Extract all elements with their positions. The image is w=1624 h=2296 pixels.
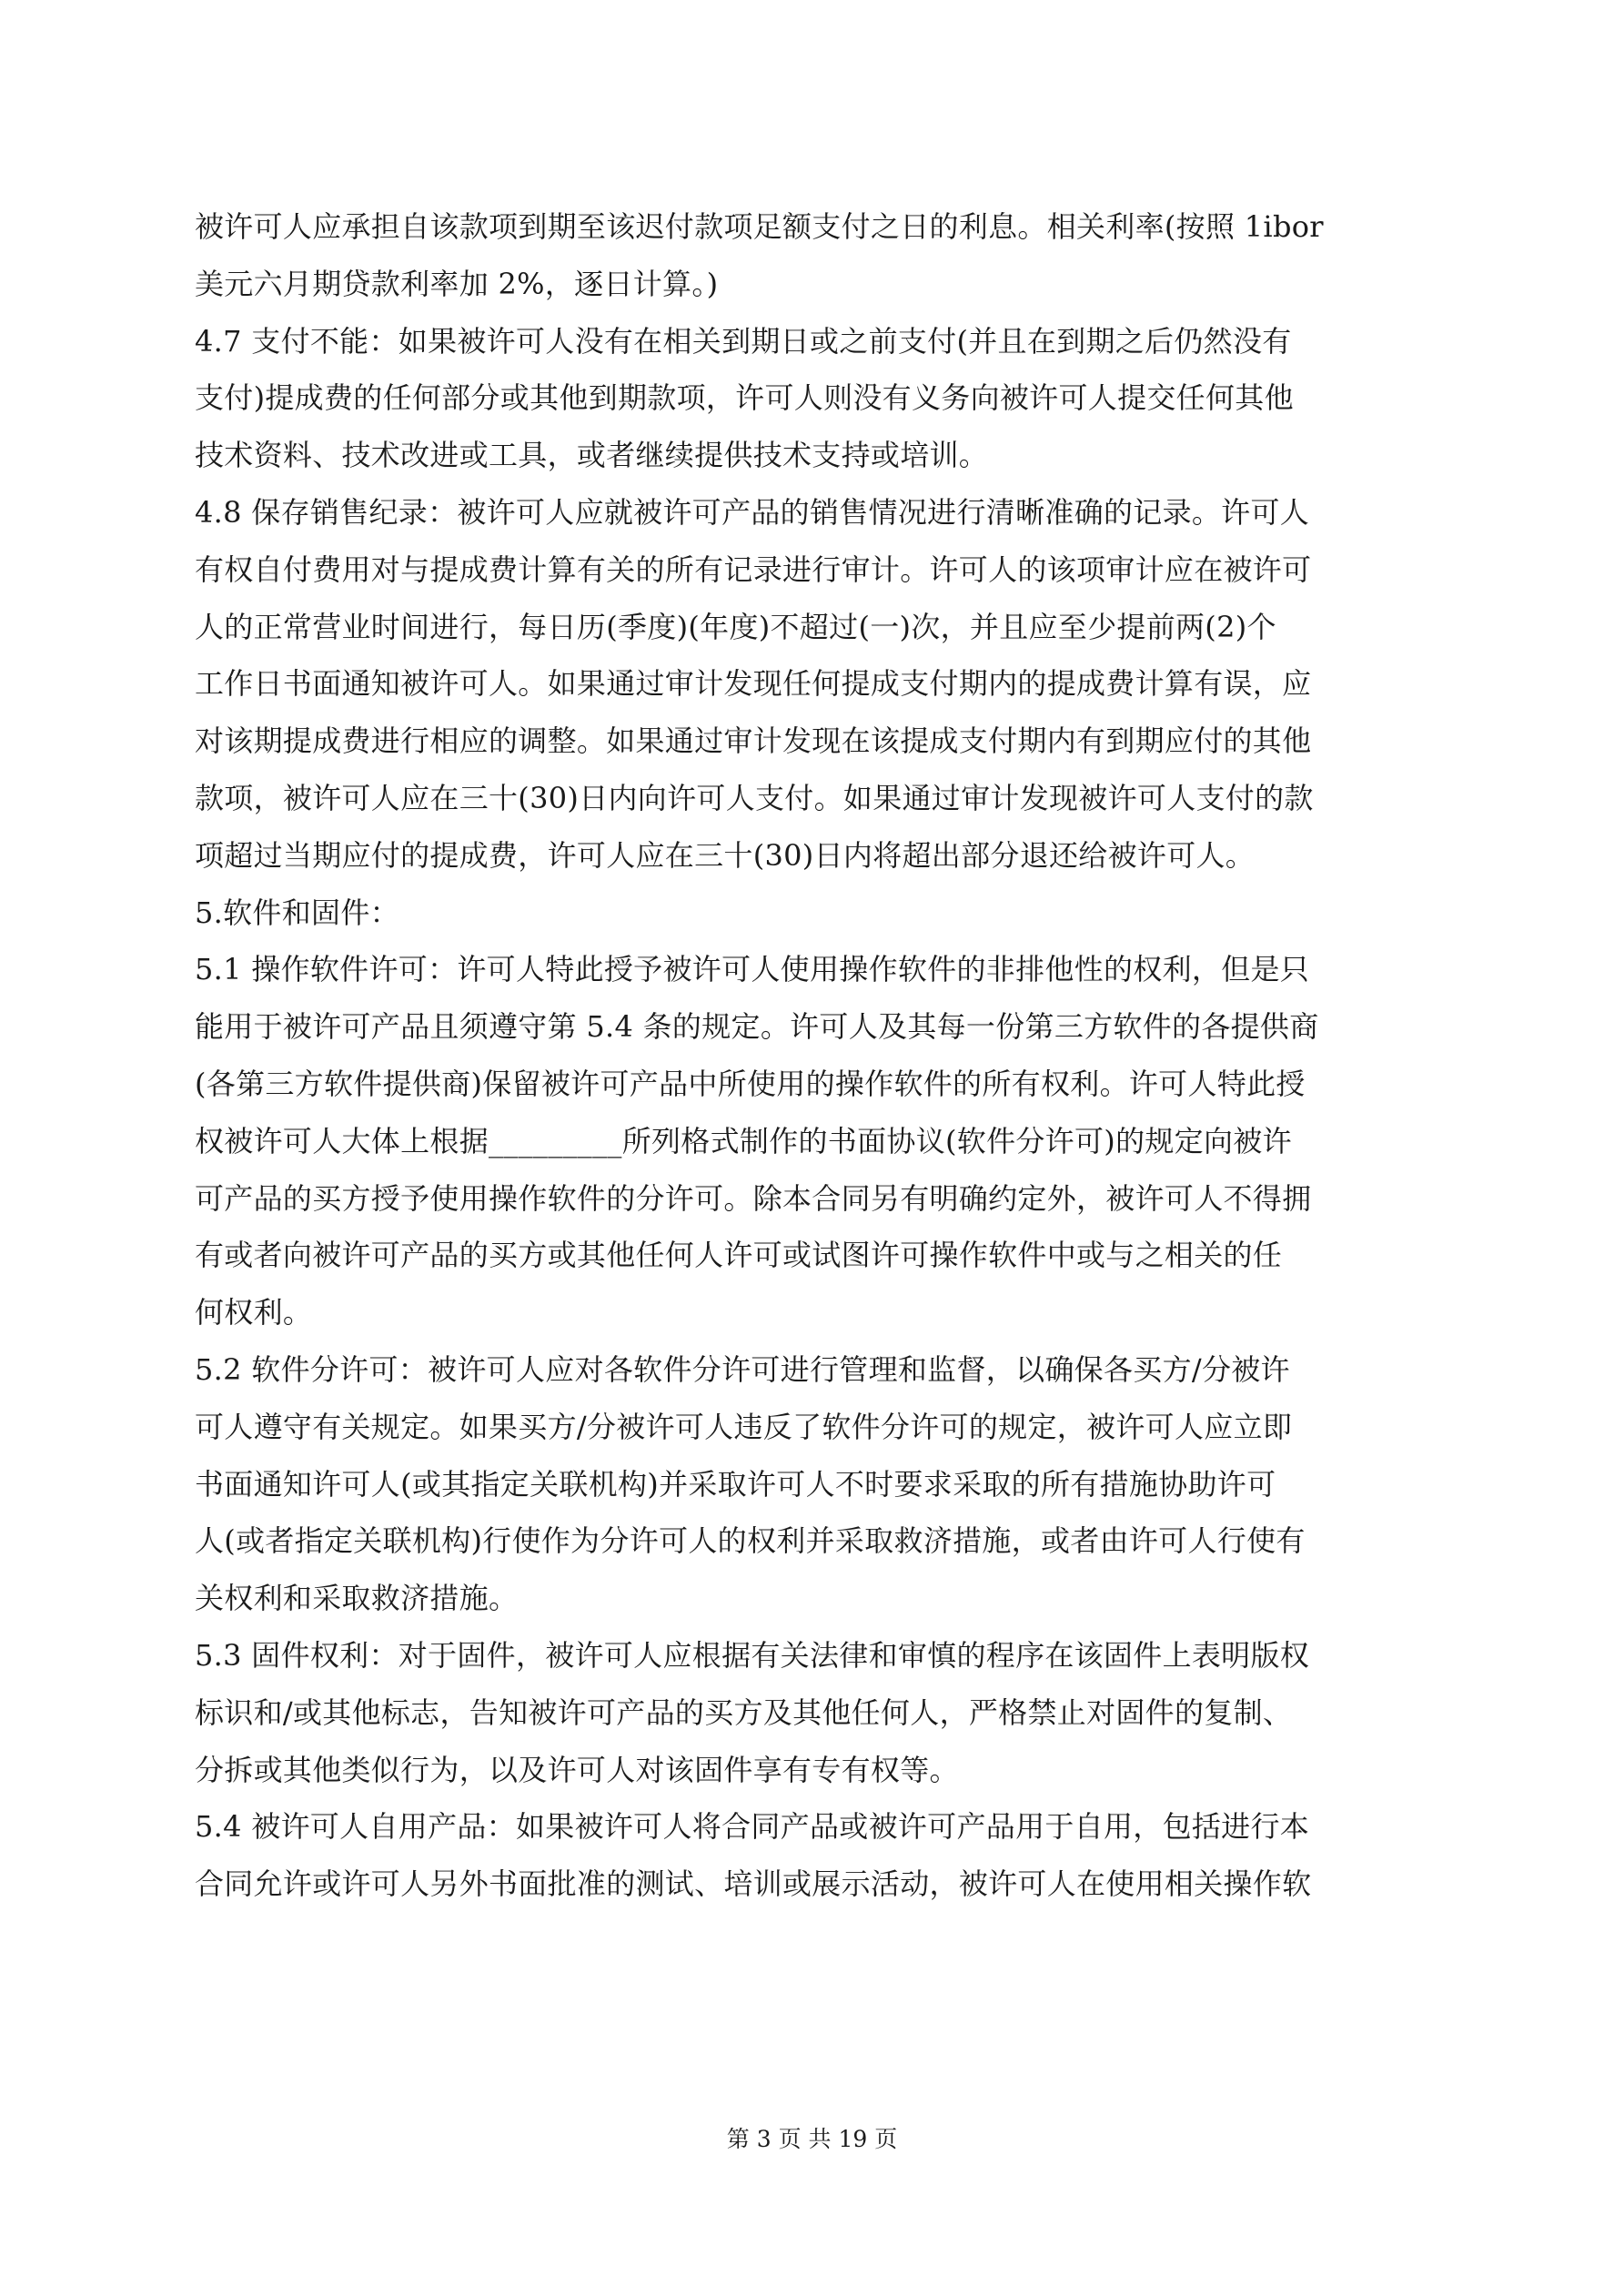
clause-5-3: 5.3 固件权利：对于固件，被许可人应根据有关法律和审慎的程序在该固件上表明版权: [195, 1637, 1310, 1673]
text-line: 技术资料、技术改进或工具，或者继续提供技术支持或培训。: [195, 438, 989, 473]
text-line: 对该期提成费进行相应的调整。如果通过审计发现在该提成支付期内有到期应付的其他: [195, 723, 1312, 759]
text-line: 工作日书面通知被许可人。如果通过审计发现任何提成支付期内的提成费计算有误，应: [195, 666, 1312, 702]
text-line: 款项，被许可人应在三十(30)日内向许可人支付。如果通过审计发现被许可人支付的款: [195, 780, 1314, 815]
text-line: 人的正常营业时间进行，每日历(季度)(年度)不超过(一)次，并且应至少提前两(2)个: [195, 609, 1276, 644]
clause-5-4: 5.4 被许可人自用产品：如果被许可人将合同产品或被许可产品用于自用，包括进行本: [195, 1809, 1310, 1845]
text-line: 合同允许或许可人另外书面批准的测试、培训或展示活动，被许可人在使用相关操作软: [195, 1866, 1312, 1902]
clause-5-2: 5.2 软件分许可：被许可人应对各软件分许可进行管理和监督，以确保各买方/分被许: [195, 1351, 1290, 1387]
text-line: 能用于被许可产品且须遵守第 5.4 条的规定。许可人及其每一份第三方软件的各提供商: [195, 1009, 1319, 1045]
text-line: 项超过当期应付的提成费，许可人应在三十(30)日内将超出部分退还给被许可人。: [195, 837, 1256, 873]
text-line: 美元六月期贷款利率加 2%，逐日计算。): [195, 266, 719, 301]
text-line: (各第三方软件提供商)保留被许可产品中所使用的操作软件的所有权利。许可人特此授: [195, 1066, 1306, 1101]
text-line: 有权自付费用对与提成费计算有关的所有记录进行审计。许可人的该项审计应在被许可: [195, 551, 1312, 587]
text-line: 分拆或其他类似行为，以及许可人对该固件享有专有权等。: [195, 1752, 959, 1787]
text-line: 关权利和采取救济措施。: [195, 1581, 519, 1616]
clause-5-1: 5.1 操作软件许可：许可人特此授予被许可人使用操作软件的非排他性的权利，但是只: [195, 952, 1310, 987]
text-line: 支付)提成费的任何部分或其他到期款项，许可人则没有义务向被许可人提交任何其他: [195, 380, 1294, 416]
text-line: 被许可人应承担自该款项到期至该迟付款项足额支付之日的利息。相关利率(按照 1ibor: [195, 209, 1324, 244]
text-line: 可人遵守有关规定。如果买方/分被许可人违反了软件分许可的规定，被许可人应立即: [195, 1409, 1293, 1444]
clause-4-7: 4.7 支付不能：如果被许可人没有在相关到期日或之前支付(并且在到期之后仍然没有: [195, 323, 1292, 359]
text-line: 权被许可人大体上根据_________所列格式制作的书面协议(软件分许可)的规定向被许: [195, 1123, 1292, 1158]
text-line: 何权利。: [195, 1295, 313, 1330]
text-line: 人(或者指定关联机构)行使作为分许可人的权利并采取救济措施，或者由许可人行使有: [195, 1523, 1306, 1559]
text-line: 有或者向被许可产品的买方或其他任何人许可或试图许可操作软件中或与之相关的任: [195, 1238, 1283, 1273]
document-body: [195, 198, 1432, 1913]
section-5-heading: 5.软件和固件：: [195, 895, 399, 930]
page-number-footer: 第 3 页 共 19 页: [726, 2126, 898, 2152]
clause-4-8: 4.8 保存销售纪录：被许可人应就被许可产品的销售情况进行清晰准确的记录。许可人: [195, 494, 1310, 530]
text-line: 可产品的买方授予使用操作软件的分许可。除本合同另有明确约定外，被许可人不得拥: [195, 1180, 1312, 1216]
text-line: 标识和/或其他标志，告知被许可产品的买方及其他任何人，严格禁止对固件的复制、: [195, 1694, 1293, 1730]
text-line: 书面通知许可人(或其指定关联机构)并采取许可人不时要求采取的所有措施协助许可: [195, 1466, 1276, 1502]
